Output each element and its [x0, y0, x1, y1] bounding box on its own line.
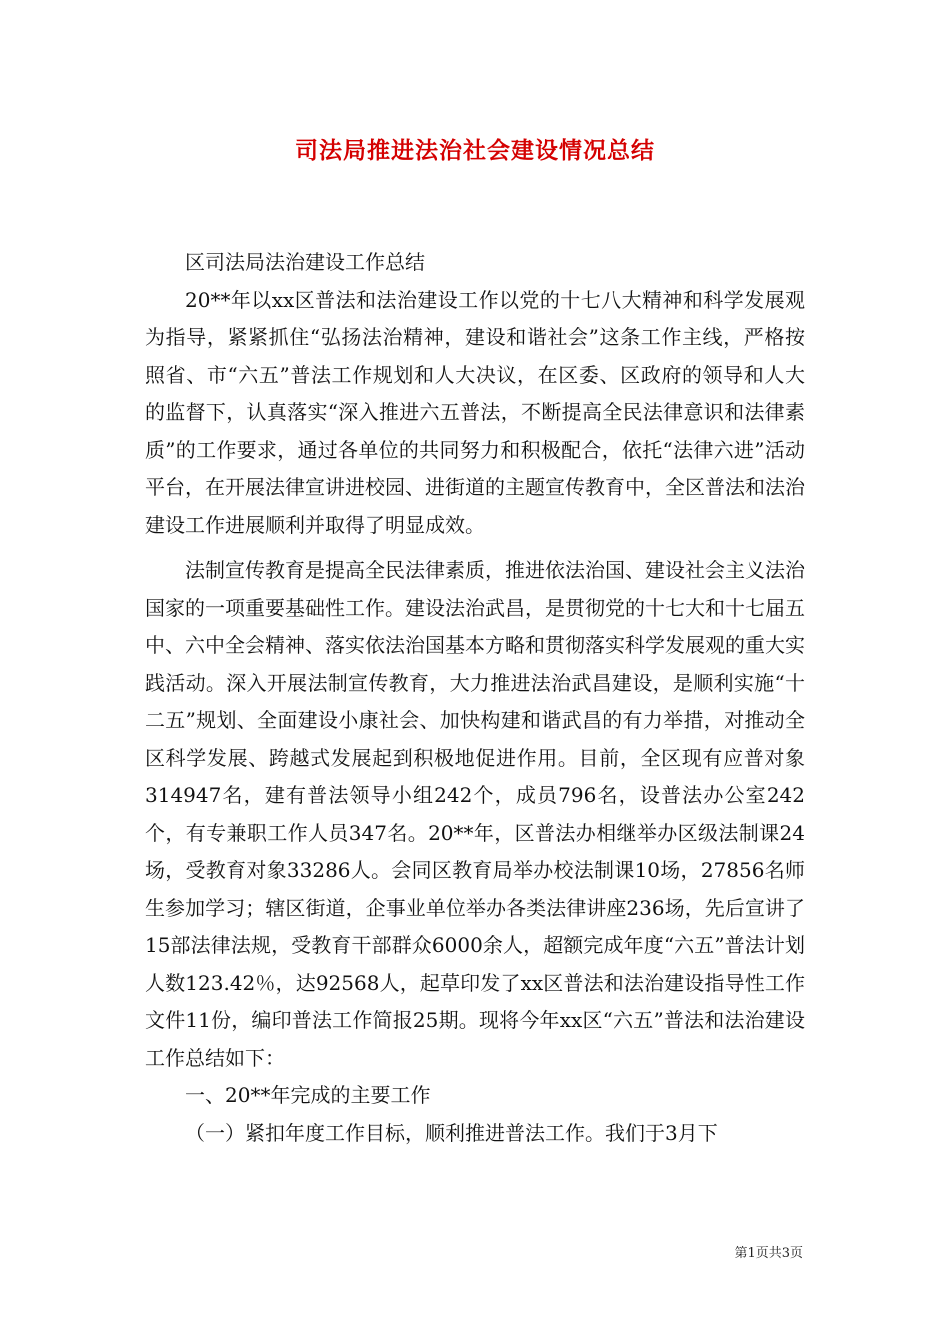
- section-heading-1: 一、20**年完成的主要工作: [185, 1083, 431, 1107]
- page-number: 第1页共3页: [734, 1246, 803, 1261]
- document-body: [145, 244, 805, 1152]
- section-heading: 区司法局法治建设工作总结: [185, 250, 425, 274]
- subsection-heading-1-1: （一）紧扣年度工作目标，顺利推进普法工作。我们于3月下: [185, 1120, 718, 1145]
- document-title: 司法局推进法治社会建设情况总结: [295, 137, 655, 164]
- paragraph-main: 法制宣传教育是提高全民法律素质，推进依法治国、建设社会主义法治国家的一项重要基础性工作。建设法治武昌，是贯彻党的十七大和十七届五中、六中全会精神、落实依法治国基本方略和贯彻落实科学发展观的重大实践活动。深入开展法制宣传教育，大力推进法治武昌建设，是顺利实施“十二五”规划、全面建设小康社会、加快构建和谐武昌的有力举措，对推动全区科学发展、跨越式发展起到积极地促进作用。目前，全区现有应普对象314947名，建有普法领导小组242个，成员796名，设普法办公室242个，有专兼职工作人员347名。20**年，区普法办相继举办区级法制课24场，受教育对象33286人。会同区教育局举办校法制课10场，27856名师生参加学习；辖区街道，企事业单位举办各类法律讲座236场，先后宣讲了15部法律法规，受教育干部群众6000余人，超额完成年度“六五”普法计划人数123.42％，达92568人，起草印发了xx区普法和法治建设指导性工作文件11份，编印普法工作简报25期。现将今年xx区“六五”普法和法治建设工作总结如下：: [145, 558, 805, 1070]
- paragraph-intro: 20**年以xx区普法和法治建设工作以党的十七八大精神和科学发展观为指导，紧紧抓住“弘扬法治精神，建设和谐社会”这条工作主线，严格按照省、市“六五”普法工作规划和人大决议，在区委、区政府的领导和人大的监督下，认真落实“深入推进六五普法，不断提高全民法律意识和法律素质”的工作要求，通过各单位的共同努力和积极配合，依托“法律六进”活动平台，在开展法律宣讲进校园、进街道的主题宣传教育中，全区普法和法治建设工作进展顺利并取得了明显成效。: [145, 287, 805, 537]
